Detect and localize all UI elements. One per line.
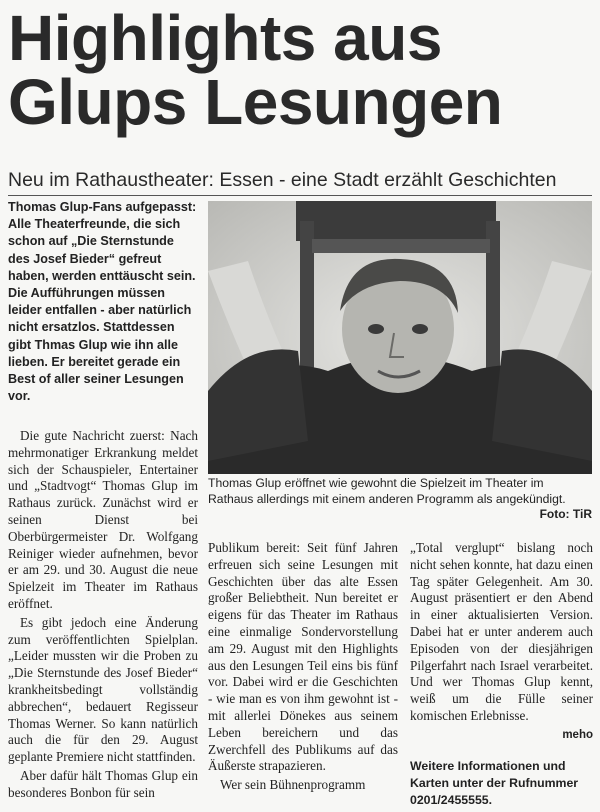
body-paragraph: Publikum bereit: Seit fünf Jahren erfreuen sich seine Lesungen mit Geschichten über das alte Essen großer Beliebtheit. Nun bereitet er eigens für das Theater im Rathaus eine einmalige Sondervorstellung am 29. August mit den Highlights aus den Lesungen Teil eins bis fünf vor. Dabei wird er die Geschichten - wie man es von ihm gewohnt ist - mit allerlei Dönekes aus seinem Leben bereichern und das Zwerchfell des Publikums auf das Äußerste strapazieren. [208, 540, 398, 774]
body-paragraph: Wer sein Bühnenprogramm [220, 777, 366, 793]
author-tag: meho [562, 728, 593, 741]
info-box: Weitere Informationen und Karten unter der Rufnummer 0201/2455555. [410, 758, 579, 807]
photo-caption: Thomas Glup eröffnet wie gewohnt die Spielzeit im Theater im Rathaus allerdings mit einem anderen Programm als angekündigt. [208, 476, 566, 506]
lead-paragraph: Thomas Glup-Fans aufgepasst: Alle Theaterfreunde, die sich schon auf „Die Sternstunde des Josef Bieder“ gefreut haben, werden enttäuscht sein. Die Aufführungen müssen leider entfallen - aber natürlich nicht ersatzlos. Stattdessen gibt Thmas Glup wie ihn alle lieben. Er bereitet gerade ein Best of aller seiner Lesungen vor. [8, 200, 197, 404]
article-column-1 [8, 428, 198, 804]
body-paragraph: Die gute Nachricht zuerst: Nach mehrmonatiger Erkrankung meldet sich der Schauspieler, Entertainer und „Stadtvogt“ Thomas Glup im Rathaus zurück. Zunächst wird er seinen Dienst bei Oberbürgermeister Dr. Wolfgang Reiniger wieder aufnehmen, bevor er am 29. und 30. August die neue Spielzeit im Theater im Rathaus eröffnet. [8, 428, 198, 611]
article-column-3 [410, 540, 593, 811]
photo-credit: Foto: TiR [539, 507, 592, 521]
headline-line-1: Highlights aus [8, 2, 442, 74]
article-photo [208, 201, 592, 474]
subheadline: Neu im Rathaustheater: Essen - eine Stadt erzählt Geschichten [8, 169, 557, 191]
photo-man-under-chair-icon [208, 201, 592, 474]
body-paragraph: Es gibt jedoch eine Änderung zum veröffentlichten Spielplan. „Leider mussten wir die Proben zu „Die Sternstunde des Josef Bieder“ krankheitsbedingt vollständig abbrechen“, bedauert Regisseur Thomas Werner. So kann natürlich auch die für den 29. August geplante Premiere nicht stattfinden. [8, 614, 198, 765]
article-column-2 [208, 540, 398, 796]
body-paragraph: Aber dafür hält Thomas Glup ein besonderes Bonbon für sein [8, 767, 198, 800]
body-paragraph: „Total verglupt“ bislang noch nicht sehen konnte, hat dazu einen Tag später Gelegenheit. Am 30. August präsentiert er den Abend in einer aktualisierten Version. Dabei hat er unter anderem auch Episoden von der diesjährigen Pilgerfahrt nach Israel verarbeitet. Und wer Thomas Glup kennt, weiß um die Fülle seiner komischen Erlebnisse. [410, 540, 593, 723]
headline [8, 2, 598, 138]
headline-line-2: Glups Lesungen [8, 66, 503, 138]
divider [8, 195, 592, 196]
